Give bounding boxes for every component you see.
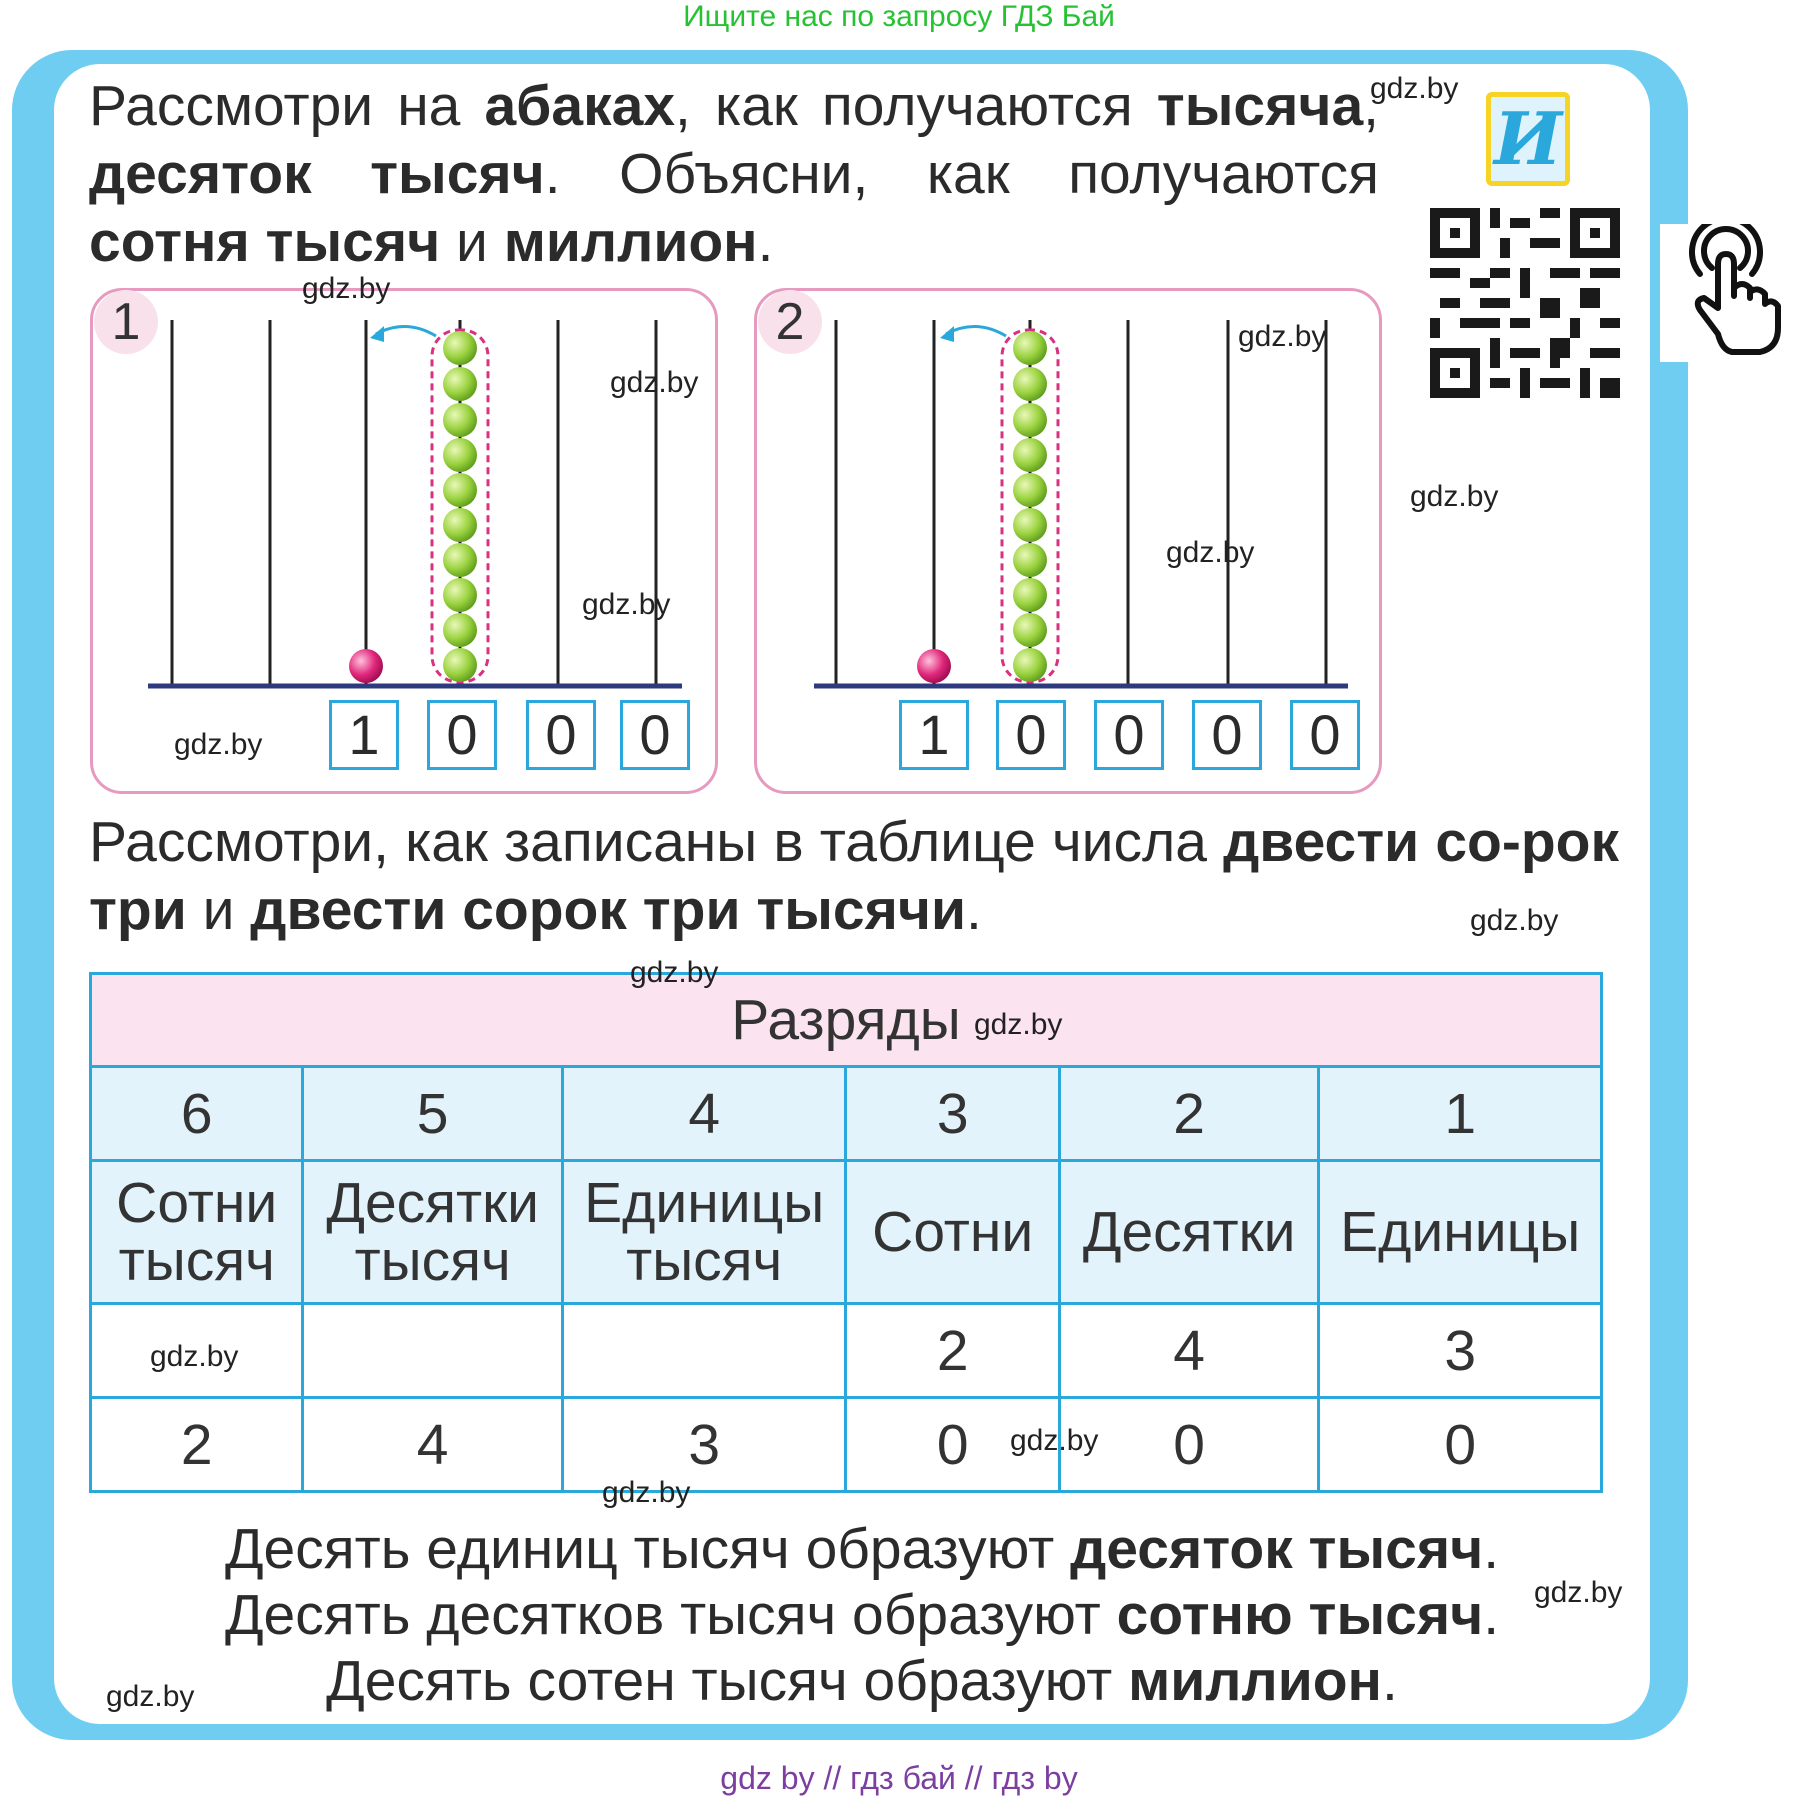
qr-code-icon[interactable] [1430, 208, 1620, 403]
rank-number: 3 [846, 1067, 1059, 1161]
rank-name: Десятки тысяч [303, 1161, 563, 1304]
rank-name: Единицы [1319, 1161, 1602, 1304]
top-banner: Ищите нас по запросу ГДЗ Бай [683, 0, 1115, 33]
table-cell: 2 [91, 1398, 303, 1492]
watermark: gdz.by [602, 1476, 691, 1509]
abacus-2-digit: 0 [1290, 700, 1360, 770]
abacus-2-digit: 1 [899, 700, 969, 770]
table-row [91, 1398, 1602, 1492]
footer: gdz by // гдз бай // гдз by [720, 1760, 1078, 1796]
side-tab[interactable] [1660, 224, 1798, 362]
table-cell [303, 1304, 563, 1398]
closing-line-3: Десять сотен тысяч образуют миллион. [326, 1649, 1398, 1713]
watermark: gdz.by [1010, 1424, 1099, 1457]
table-header: Разряды [91, 974, 1602, 1067]
table-cell: 0 [846, 1398, 1059, 1492]
abacus-2-digit: 0 [1192, 700, 1262, 770]
table-cell: 4 [303, 1398, 563, 1492]
abacus-2-digit: 0 [1094, 700, 1164, 770]
watermark: gdz.by [1470, 904, 1559, 937]
abacus-1-digit: 0 [526, 700, 596, 770]
rank-name: Сотни тысяч [91, 1161, 303, 1304]
closing-line-1: Десять единиц тысяч образуют десяток тысяч. [224, 1517, 1500, 1581]
abacus-1-pink-bead [349, 649, 383, 683]
watermark: gdz.by [106, 1680, 195, 1713]
abacus-1-digit: 0 [427, 700, 497, 770]
table-cell: 2 [846, 1304, 1059, 1398]
watermark: gdz.by [174, 728, 263, 761]
abacus-2-arrow [946, 326, 1006, 336]
abacus-1-digit: 1 [329, 700, 399, 770]
rank-name: Сотни [846, 1161, 1059, 1304]
rank-number: 6 [91, 1067, 303, 1161]
watermark: gdz.by [630, 956, 719, 989]
watermark: gdz.by [1166, 536, 1255, 569]
closing-line-2: Десять десятков тысяч образуют сотню тысяч. [224, 1583, 1500, 1647]
watermark: gdz.by [302, 272, 391, 305]
table-cell: 3 [1319, 1304, 1602, 1398]
abacus-2-green-beads [1013, 331, 1047, 682]
abacus-2-rods [836, 320, 1326, 686]
rank-name: Единицы тысяч [562, 1161, 846, 1304]
intro-text: Рассмотри на абаках, как получаются тысяча, десяток тысяч. Объясни, как получаются сотня тысяч и миллион. [89, 74, 1379, 274]
rank-number: 2 [1059, 1067, 1319, 1161]
abacus-1-drawing [90, 288, 712, 788]
rank-number: 5 [303, 1067, 563, 1161]
touch-hand-icon [1660, 224, 1798, 362]
table-cell: 0 [1059, 1398, 1319, 1492]
watermark: gdz.by [1370, 72, 1459, 105]
abacus-1-digit: 0 [620, 700, 690, 770]
table-intro-text: Рассмотри, как записаны в таблице числа двести со-рок три и двести сорок три тысячи. [89, 810, 1620, 942]
table-row [91, 1304, 1602, 1398]
info-badge-icon: И [1486, 92, 1570, 186]
table-cell: 3 [562, 1398, 846, 1492]
rank-name: Десятки [1059, 1161, 1319, 1304]
abacus-2-digit: 0 [996, 700, 1066, 770]
watermark: gdz.by [1534, 1576, 1623, 1609]
table-cell [562, 1304, 846, 1398]
watermark: gdz.by [1410, 480, 1499, 513]
abacus-1-arrow [376, 326, 436, 336]
abacus-2-pink-bead [917, 649, 951, 683]
table-cell: 4 [1059, 1304, 1319, 1398]
watermark: gdz.by [974, 1008, 1063, 1041]
watermark: gdz.by [150, 1340, 239, 1373]
closing-text [60, 1516, 1664, 1714]
abacus-2-label: 2 [758, 290, 822, 354]
rank-number: 1 [1319, 1067, 1602, 1161]
watermark: gdz.by [582, 588, 671, 621]
rank-number: 4 [562, 1067, 846, 1161]
place-value-table [89, 972, 1603, 1493]
abacus-1-label: 1 [94, 290, 158, 354]
watermark: gdz.by [610, 366, 699, 399]
abacus-1-green-beads [443, 331, 477, 682]
table-cell: 0 [1319, 1398, 1602, 1492]
watermark: gdz.by [1238, 320, 1327, 353]
abacus-1-rods [172, 320, 656, 686]
